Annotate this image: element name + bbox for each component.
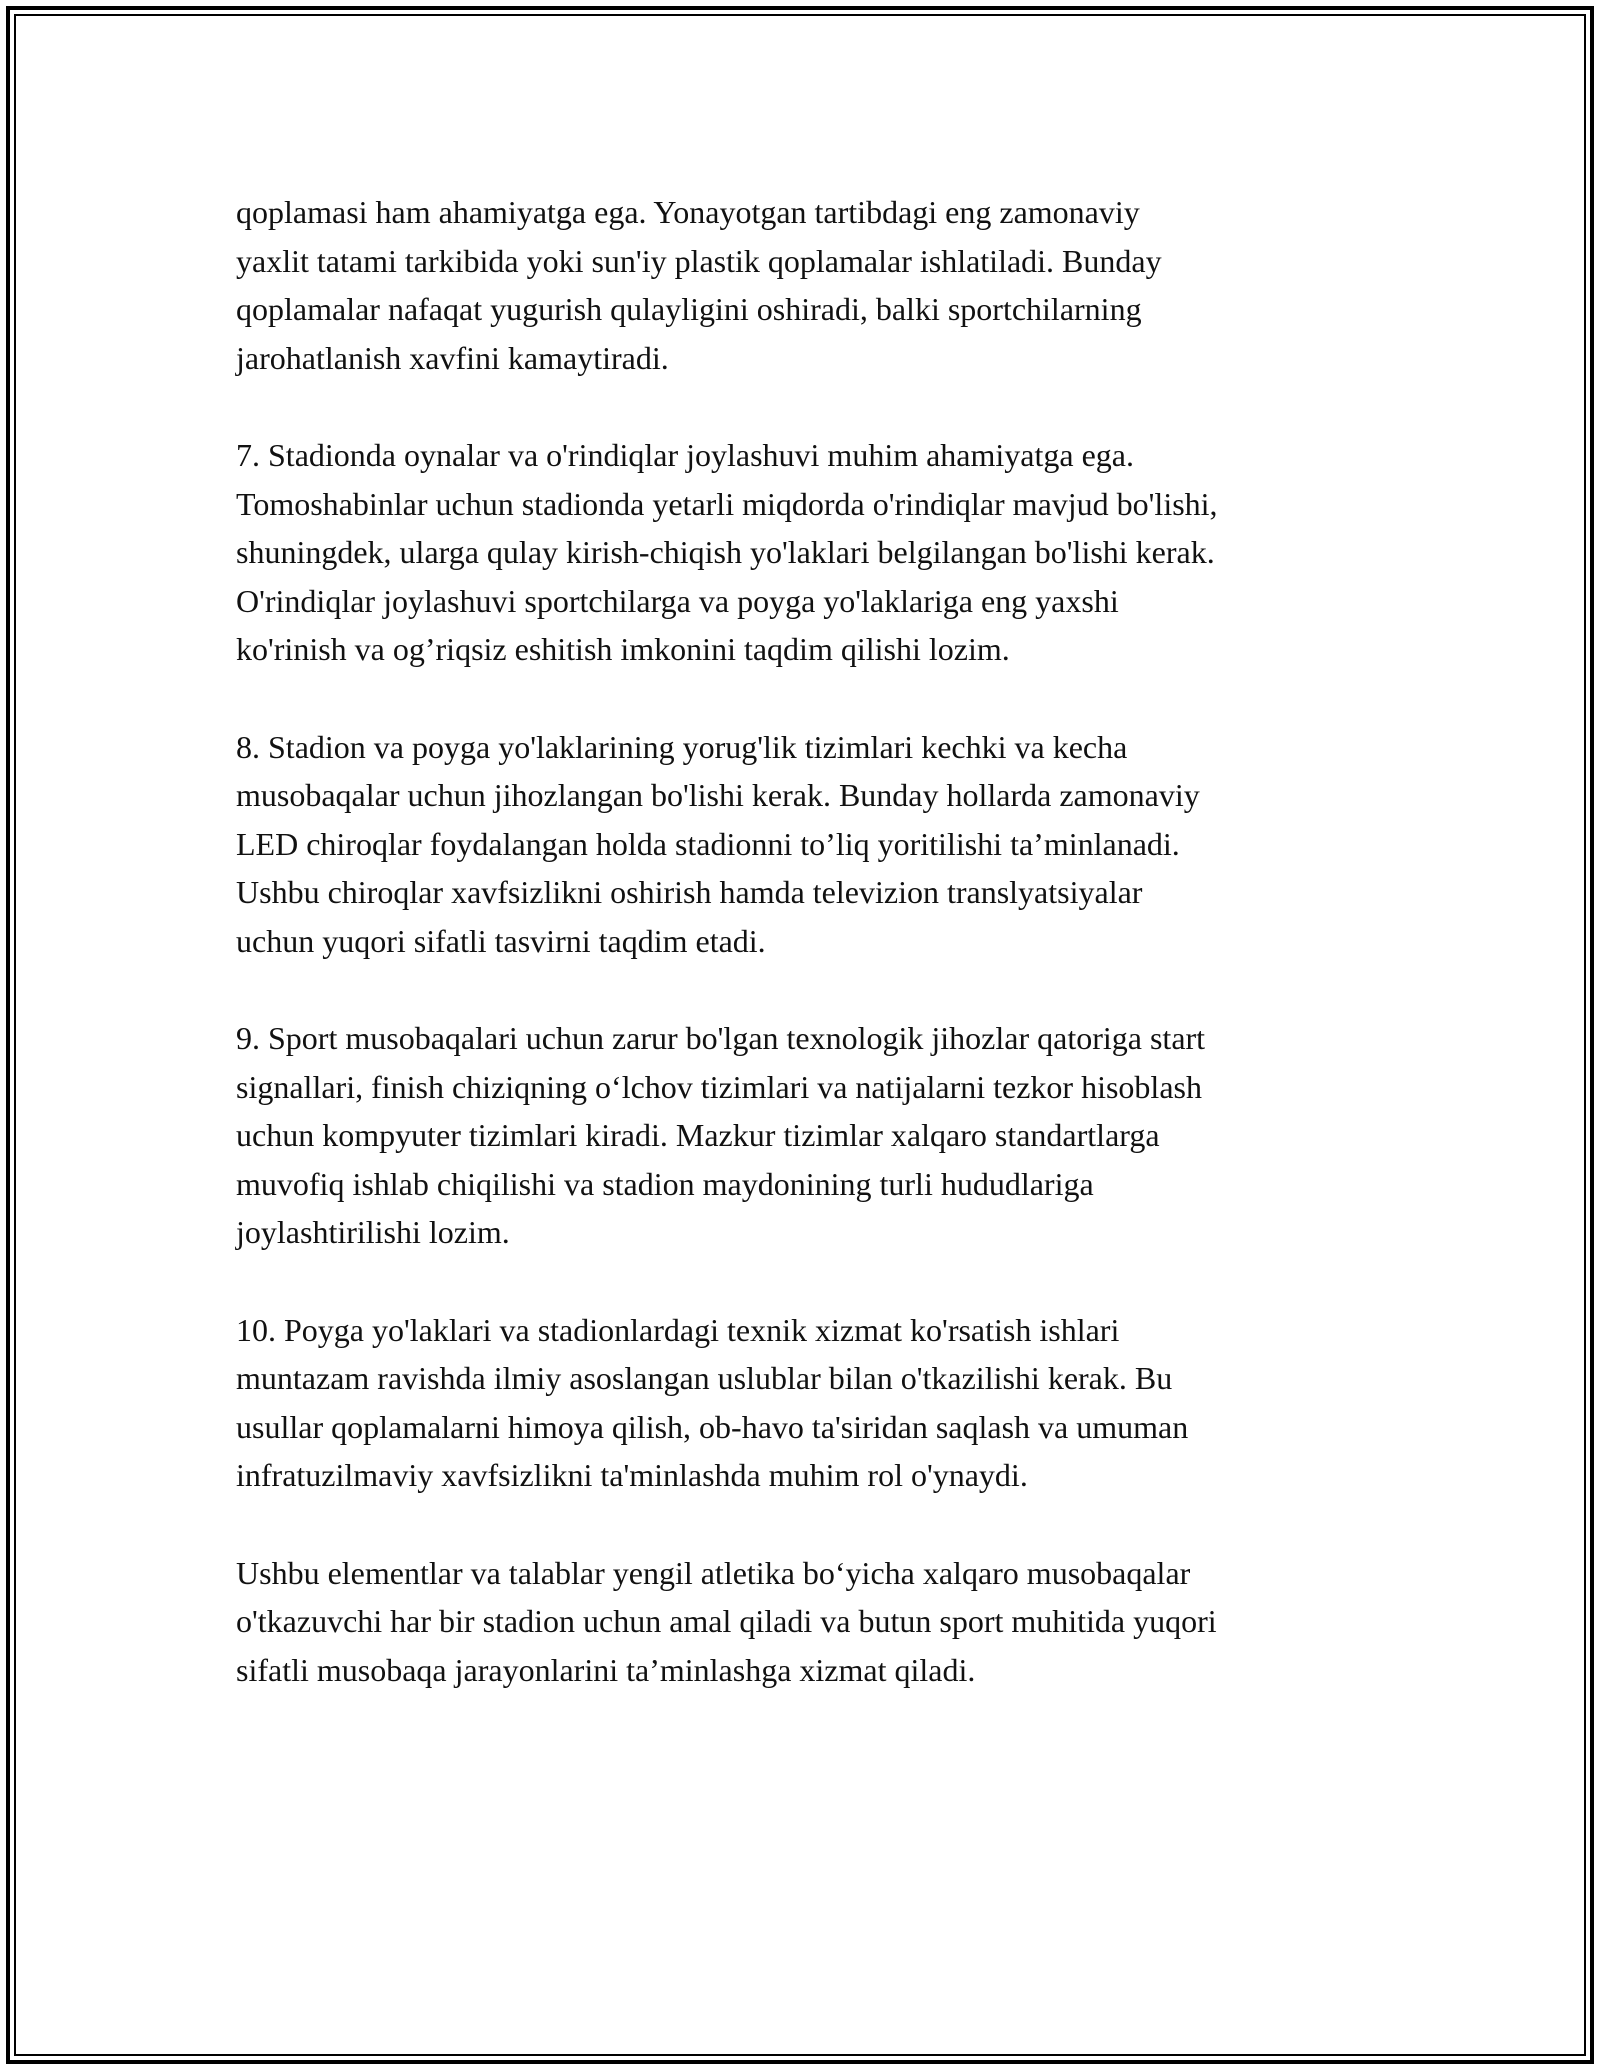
paragraph-conclusion: Ushbu elementlar va talablar yengil atletika bo‘yicha xalqaro musobaqalar o'tkazuvchi har bir stadion uchun amal qiladi va butun sport muhitida yuqori sifatli musobaqa jarayonlarini ta’minlashga xizmat qiladi. xyxy=(236,1554,1217,1688)
paragraph-item-9: 9. Sport musobaqalari uchun zarur bo'lgan texnologik jihozlar qatoriga start signallari, finish chiziqning o‘lchov tizimlari va natijalarni tezkor hisoblash uchun kompyuter tizimlari kiradi. Mazkur tizimlar xalqaro standartlarga muvofiq ishlab chiqilishi va stadion maydonining turli hududlariga joylashtirilishi lozim. xyxy=(236,1020,1206,1250)
paragraph-item-8: 8. Stadion va poyga yo'laklarining yorug'lik tizimlari kechki va kecha musobaqalar uchun jihozlangan bo'lishi kerak. Bunday hollarda zamonaviy LED chiroqlar foydalangan holda stadionni to’liq yoritilishi ta’minlanadi. Ushbu chiroqlar xavfsizlikni oshirish hamda televizion translyatsiyalar uchun yuqori sifatli tasvirni taqdim etadi. xyxy=(236,728,1200,959)
paragraph-item-7: 7. Stadionda oynalar va o'rindiqlar joylashuvi muhim ahamiyatga ega. Tomoshabinlar uchun stadionda yetarli miqdorda o'rindiqlar mavjud bo'lishi, shuningdek, ularga qulay kirish-chiqish yo'laklari belgilangan bo'lishi kerak. O'rindiqlar joylashuvi sportchilarga va poyga yo'laklariga eng yaxshi ko'rinish va og’riqsiz eshitish imkonini taqdim qilishi lozim. xyxy=(236,437,1218,667)
paragraph-intro-continuation: qoplamasi ham ahamiyatga ega. Yonayotgan tartibdagi eng zamonaviy yaxlit tatami tarkibida yoki sun'iy plastik qoplamalar ishlatiladi. Bunday qoplamalar nafaqat yugurish qulayligini oshiradi, balki sportchilarning jarohatlanish xavfini kamaytiradi. xyxy=(236,194,1162,376)
document-body xyxy=(236,188,1386,1743)
paragraph-item-10: 10. Poyga yo'laklari va stadionlardagi texnik xizmat ko'rsatish ishlari muntazam ravishda ilmiy asoslangan uslublar bilan o'tkazilishi kerak. Bu usullar qoplamalarni himoya qilish, ob-havo ta'siridan saqlash va umuman infratuzilmaviy xavfsizlikni ta'minlashda muhim rol o'ynaydi. xyxy=(236,1311,1189,1493)
